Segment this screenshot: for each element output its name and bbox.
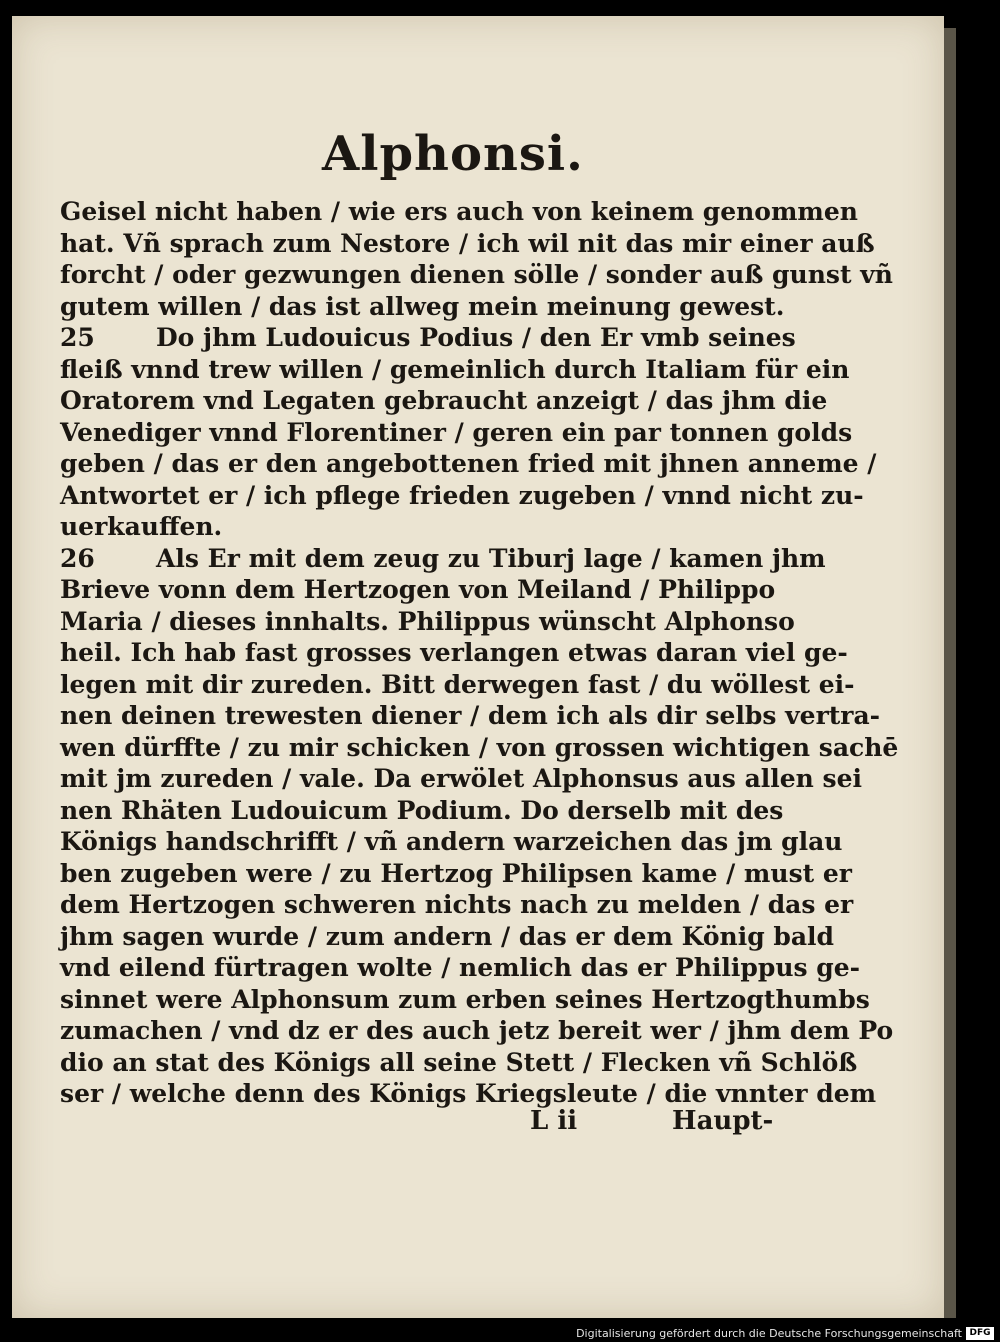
text-line xyxy=(60,448,877,480)
line-text: Antwortet er / ich pflege frieden zugeben / vnnd nicht zu- xyxy=(60,480,864,510)
text-line xyxy=(60,826,843,858)
line-text: jhm sagen wurde / zum andern / das er dem König bald xyxy=(60,921,835,951)
text-line xyxy=(60,952,861,984)
line-text: Als Er mit dem zeug zu Tiburj lage / kamen jhm xyxy=(156,543,826,573)
paragraph-number: 26 xyxy=(60,543,95,573)
line-text: forcht / oder gezwungen dienen sölle / sonder auß gunst vñ xyxy=(60,260,893,289)
text-line xyxy=(60,1047,858,1079)
line-text: vnd eilend fürtragen wolte / nemlich das er Philippus ge- xyxy=(60,953,861,982)
line-text: dem Hertzogen schweren nichts nach zu melden / das er xyxy=(60,890,854,919)
line-text: gutem willen / das ist allweg mein meinung gewest. xyxy=(60,291,785,321)
catchword: Haupt- xyxy=(672,1106,774,1136)
text-line xyxy=(60,417,853,449)
line-text: dio an stat des Königs all seine Stett / Flecken vñ Schlöß xyxy=(60,1047,858,1077)
line-text: Brieve vonn dem Hertzogen von Meiland / Philippo xyxy=(60,575,776,604)
text-line xyxy=(60,196,858,228)
text-line xyxy=(60,700,881,732)
text-line xyxy=(60,354,850,386)
text-line xyxy=(60,795,784,827)
line-text: hat. Vñ sprach zum Nestore / ich wil nit das mir einer auß xyxy=(60,228,875,258)
line-text: ben zugeben were / zu Hertzog Philipsen kame / must er xyxy=(60,858,852,888)
text-line xyxy=(60,543,826,575)
text-line xyxy=(60,259,893,291)
line-text: Königs handschrifft / vñ andern warzeichen das jm glau xyxy=(60,827,843,856)
digitization-credit: Digitalisierung gefördert durch die Deutsche Forschungsgemeinschaft xyxy=(576,1327,962,1340)
line-text: Venediger vnnd Florentiner / geren ein par tonnen golds xyxy=(60,417,853,447)
text-line xyxy=(60,984,870,1016)
text-line xyxy=(60,511,780,543)
line-text: fleiß vnnd trew willen / gemeinlich durch Italiam für ein xyxy=(60,354,850,384)
text-line xyxy=(60,1015,894,1047)
page-edge xyxy=(944,28,956,1318)
text-line xyxy=(60,763,863,795)
line-text: Maria / dieses innhalts. Philippus wünscht Alphonso xyxy=(60,606,795,636)
page-footer xyxy=(60,1106,780,1146)
running-head: Alphonsi. xyxy=(322,126,584,182)
text-line xyxy=(60,291,785,323)
text-line xyxy=(60,637,848,669)
paragraph-number: 25 xyxy=(60,323,95,352)
line-text: wen dürffte / zu mir schicken / von grossen wichtigen sachē xyxy=(60,732,899,762)
text-line xyxy=(60,385,828,417)
line-text: geben / das er den angebottenen fried mit jhnen anneme / xyxy=(60,449,877,478)
text-line xyxy=(60,732,899,764)
text-line xyxy=(60,606,795,638)
line-text: zumachen / vnd dz er des auch jetz bereit wer / jhm dem Po xyxy=(60,1016,894,1045)
line-text: nen Rhäten Ludouicum Podium. Do derselb mit des xyxy=(60,795,784,825)
signature-mark: L ii xyxy=(530,1106,578,1136)
text-line xyxy=(60,480,864,512)
text-line xyxy=(60,574,780,606)
text-line xyxy=(60,669,855,701)
line-text: sinnet were Alphonsum zum erben seines Hertzogthumbs xyxy=(60,984,870,1014)
text-line xyxy=(60,921,835,953)
line-text: Oratorem vnd Legaten gebraucht anzeigt / das jhm die xyxy=(60,386,828,415)
book-page xyxy=(12,16,944,1318)
text-line xyxy=(60,889,854,921)
text-line xyxy=(60,858,852,890)
dfg-logo: DFG xyxy=(966,1327,994,1340)
line-text: heil. Ich hab fast grosses verlangen etwas daran viel ge- xyxy=(60,638,848,667)
text-block xyxy=(60,196,899,1110)
line-text: Geisel nicht haben / wie ers auch von keinem genommen xyxy=(60,197,858,226)
line-text: mit jm zureden / vale. Da erwölet Alphonsus aus allen sei xyxy=(60,764,863,793)
line-text: nen deinen trewesten diener / dem ich als dir selbs vertra- xyxy=(60,701,881,730)
line-text: Do jhm Ludouicus Podius / den Er vmb seines xyxy=(156,323,796,352)
line-text: ser / welche denn des Königs Kriegsleute / die vnnter dem xyxy=(60,1079,877,1108)
line-text: legen mit dir zureden. Bitt derwegen fast / du wöllest ei- xyxy=(60,669,855,699)
text-line xyxy=(60,228,875,260)
text-line xyxy=(60,1078,877,1110)
line-text: uerkauffen. xyxy=(60,512,223,541)
text-line xyxy=(60,322,796,354)
